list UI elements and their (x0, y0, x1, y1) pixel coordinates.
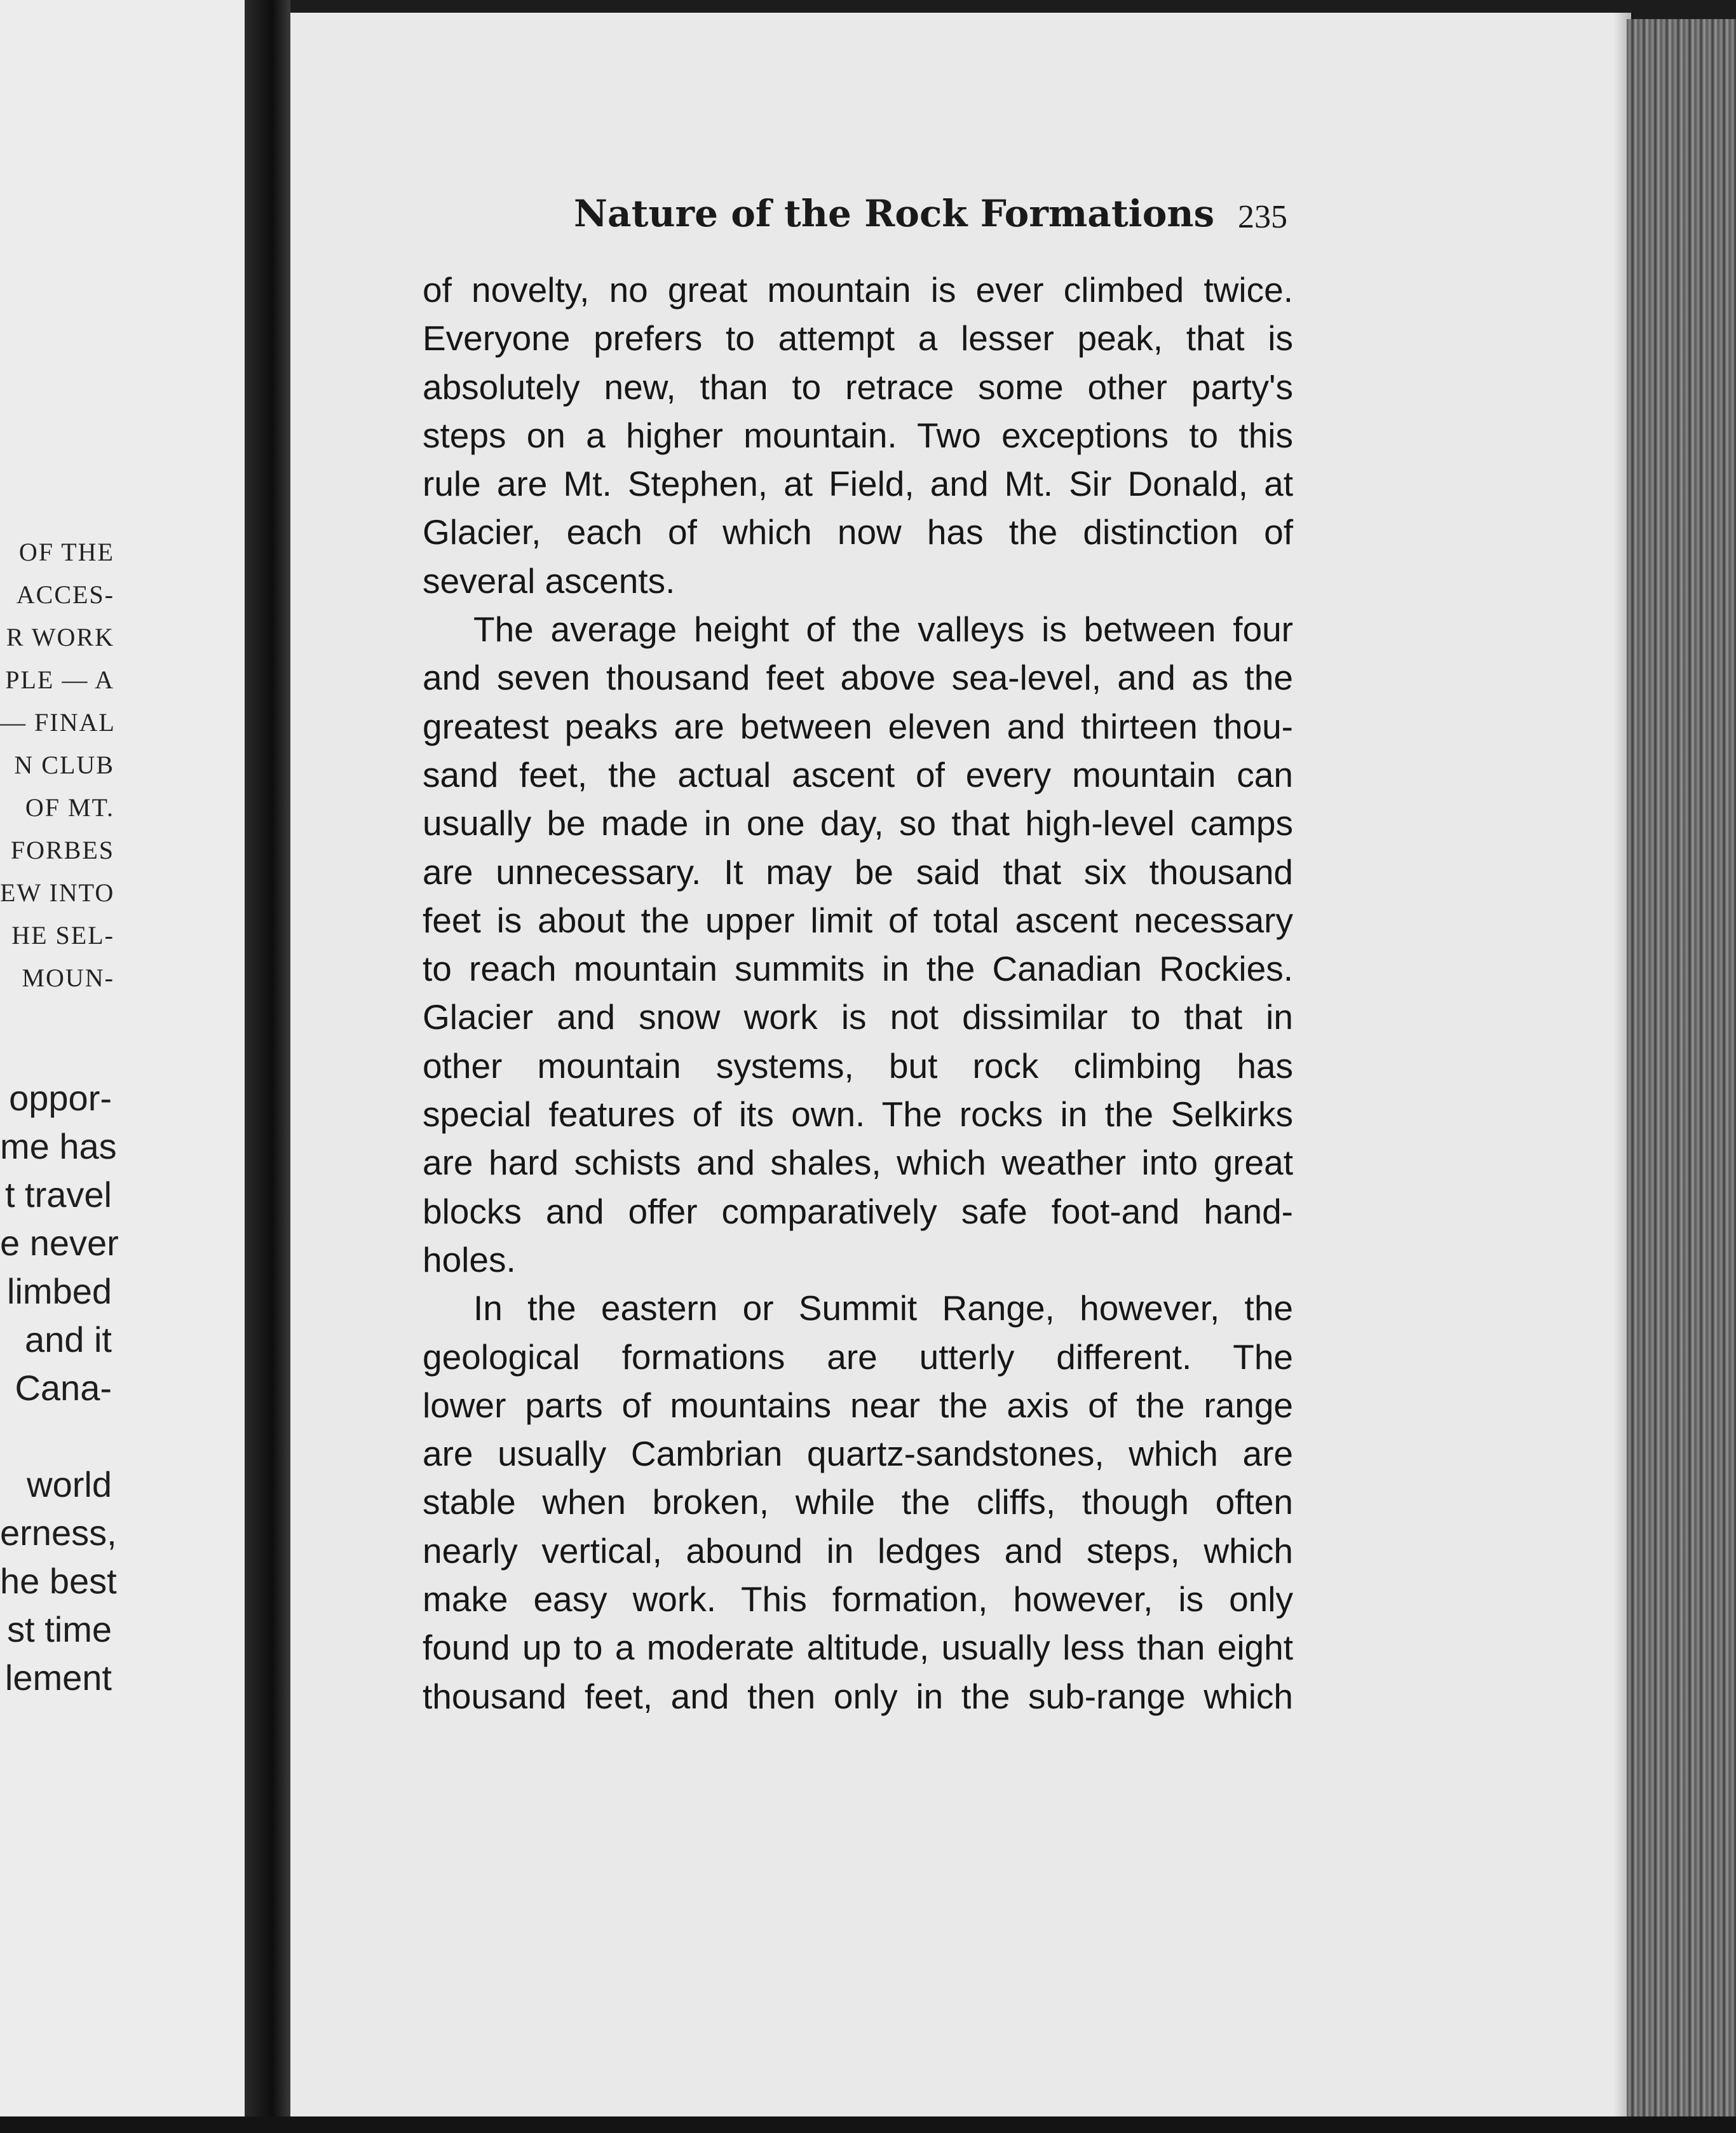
left-caps-line: HE SEL- (11, 921, 114, 950)
text-line: geological formations are utterly different. The (423, 1337, 1293, 1377)
left-page (0, 0, 245, 2116)
text-line: are usually Cambrian quartz-sandstones, which are (423, 1434, 1293, 1474)
left-body-line: oppor- (9, 1078, 112, 1118)
left-body-line: limbed (7, 1271, 112, 1311)
text-line: The average height of the valleys is between four (473, 610, 1293, 650)
left-caps-line: — FINAL (0, 708, 116, 737)
left-caps-line: EW INTO (0, 878, 115, 907)
text-line: steps on a higher mountain. Two exceptions to this (423, 415, 1293, 455)
left-caps-line: OF MT. (25, 793, 114, 822)
text-line: lower parts of mountains near the axis of the range (423, 1385, 1293, 1425)
text-line: to reach mountain summits in the Canadian Rockies. (423, 949, 1293, 989)
left-body-line: st time (7, 1609, 112, 1649)
left-caps-line: R WORK (6, 623, 114, 651)
page-edges (1627, 19, 1736, 2116)
text-line: Glacier and snow work is not dissimilar to that in (423, 997, 1293, 1037)
left-body-line: he best (0, 1561, 117, 1601)
bottom-border (0, 2116, 1736, 2133)
text-line: rule are Mt. Stephen, at Field, and Mt. Sir Donald, at (423, 464, 1293, 504)
left-body-line: me has (0, 1126, 117, 1166)
book-gutter (245, 0, 290, 2133)
text-line: of novelty, no great mountain is ever climbed twice. (423, 270, 1293, 310)
left-body-line: world (27, 1464, 112, 1504)
text-line: thousand feet, and then only in the sub-range which (423, 1676, 1293, 1716)
left-body-line: lement (4, 1658, 112, 1698)
text-line: several ascents. (423, 561, 675, 601)
left-page-chapter-summary (0, 531, 114, 999)
text-line: Glacier, each of which now has the distinction of (423, 512, 1293, 552)
left-body-line: and it (25, 1319, 112, 1360)
left-caps-line: PLE — A (5, 665, 114, 694)
text-line: In the eastern or Summit Range, however, the (473, 1288, 1293, 1328)
text-line: special features of its own. The rocks in the Selkirks (423, 1094, 1293, 1135)
text-line: are unnecessary. It may be said that six thousand (423, 852, 1293, 892)
left-caps-line: FORBES (10, 836, 114, 864)
text-line: absolutely new, than to retrace some other party's (423, 367, 1293, 407)
left-body-line: t travel (4, 1175, 112, 1215)
text-line: holes. (423, 1239, 516, 1279)
left-body-line: Cana- (15, 1368, 112, 1408)
text-line: stable when broken, while the cliffs, though often (423, 1482, 1293, 1522)
page-number: 235 (1238, 199, 1287, 235)
left-body-line: erness, (0, 1513, 117, 1553)
text-line: usually be made in one day, so that high-level camps (423, 803, 1293, 843)
text-line: other mountain systems, but rock climbing has (423, 1046, 1293, 1086)
text-line: Everyone prefers to attempt a lesser peak, that is (423, 318, 1293, 358)
page-body (423, 266, 1293, 1721)
text-line: sand feet, the actual ascent of every mountain can (423, 754, 1293, 794)
left-body-line: e never (0, 1223, 119, 1263)
text-line: make easy work. This formation, however, is only (423, 1579, 1293, 1619)
text-line: greatest peaks are between eleven and thirteen thou- (423, 706, 1293, 746)
text-line: nearly vertical, abound in ledges and steps, which (423, 1530, 1293, 1571)
text-line: are hard schists and shales, which weather into great (423, 1143, 1293, 1183)
left-body-line (0, 1412, 112, 1461)
text-line: blocks and offer comparatively safe foot-and hand- (423, 1191, 1293, 1231)
text-line: found up to a moderate altitude, usually less than eight (423, 1628, 1293, 1668)
running-head: Nature of the Rock Formations (574, 192, 1215, 235)
left-caps-line: MOUN- (22, 964, 114, 992)
text-line: and seven thousand feet above sea-level, and as the (423, 658, 1293, 698)
left-caps-line: ACCES- (16, 580, 114, 609)
left-caps-line: N CLUB (14, 751, 114, 779)
left-caps-line: OF THE (18, 538, 114, 566)
left-page-body (0, 1074, 119, 1702)
text-line: feet is about the upper limit of total ascent necessary (423, 900, 1293, 940)
